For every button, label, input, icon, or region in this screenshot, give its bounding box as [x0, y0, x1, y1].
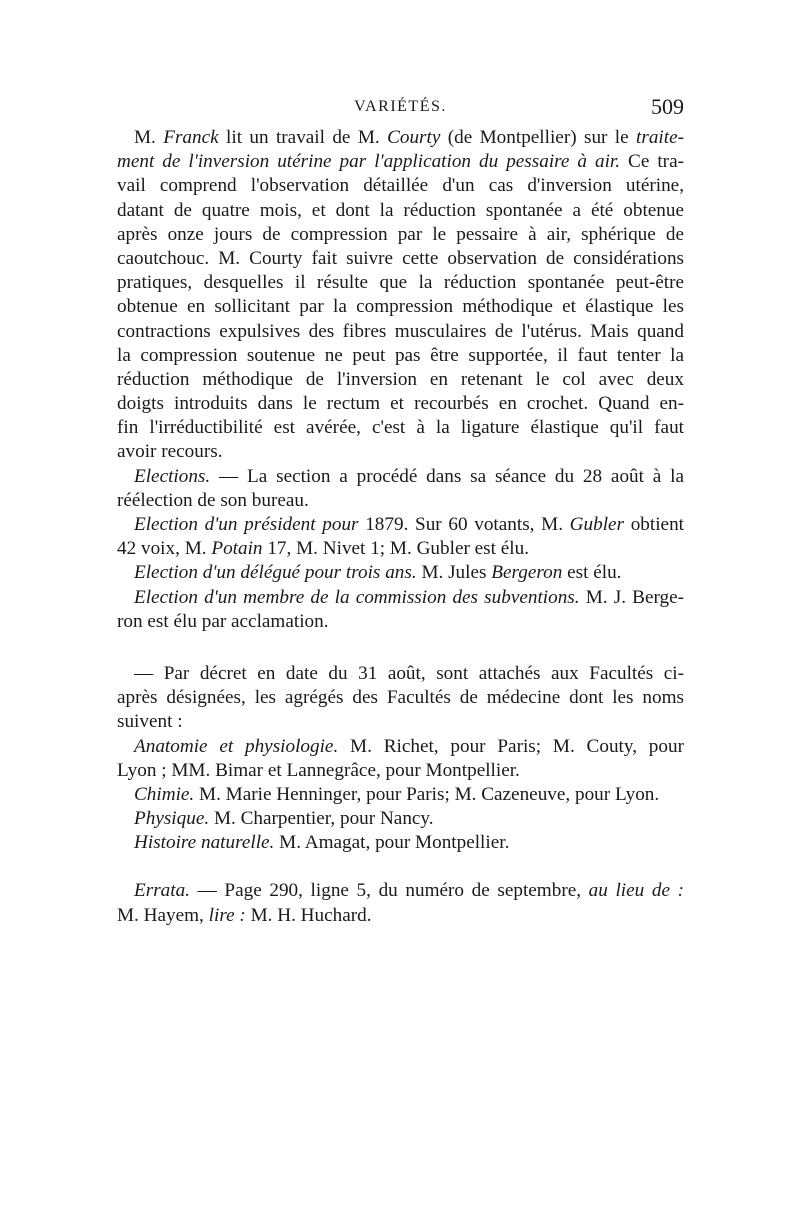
text-line: M. Hayem, lire : M. H. Huchard.	[117, 904, 372, 926]
text-line: — Par décret en date du 31 août, sont attachés aux Facultés ci-	[134, 662, 684, 684]
text-line: M. Franck lit un travail de M. Courty (de Montpellier) sur le traite-	[134, 127, 684, 148]
page-number: 509	[651, 94, 684, 119]
text-line: contractions expulsives des fibres musculaires de l'utérus. Mais quand	[117, 320, 684, 342]
paragraph-gap	[117, 855, 684, 879]
text-line: fin l'irréductibilité est avérée, c'est à la ligature élastique qu'il faut	[117, 417, 684, 439]
running-title: VARIÉTÉS.	[354, 98, 447, 115]
text-line: Election d'un membre de la commission des subventions. M. J. Berge-	[134, 586, 685, 608]
text-line: Anatomie et physiologie. M. Richet, pour Paris; M. Couty, pour	[134, 735, 684, 757]
text-line: vail comprend l'observation détaillée d'un cas d'inversion utérine,	[117, 175, 684, 197]
text-line: pratiques, desquelles il résulte que la réduction spontanée peut-être	[117, 272, 684, 294]
text-line: doigts introduits dans le rectum et recourbés en crochet. Quand en-	[117, 393, 684, 415]
paragraph-franck-report	[117, 126, 684, 465]
text-line: Histoire naturelle. M. Amagat, pour Montpellier.	[134, 832, 510, 854]
body-text	[117, 126, 684, 928]
text-line: obtenue en sollicitant par la compression méthodique et élastique les	[117, 296, 684, 318]
text-line: réélection de son bureau.	[117, 489, 309, 511]
paragraph-gap	[117, 634, 684, 662]
text-line: Election d'un délégué pour trois ans. M. Jules Bergeron est élu.	[134, 562, 622, 584]
text-line: réduction méthodique de l'inversion en retenant le col avec deux	[117, 368, 684, 390]
text-line: Elections. — La section a procédé dans sa séance du 28 août à la	[134, 465, 684, 487]
text-line: après onze jours de compression par le pessaire à air, sphérique de	[117, 223, 684, 245]
paragraph-decree	[117, 662, 684, 856]
text-line: datant de quatre mois, et dont la réduction spontanée a été obtenue	[117, 199, 684, 221]
text-line: après désignées, les agrégés des Facultés de médecine dont les noms	[117, 687, 684, 709]
text-line: Physique. M. Charpentier, pour Nancy.	[134, 808, 434, 830]
text-line: ron est élu par acclamation.	[117, 610, 329, 632]
text-line: 42 voix, M. Potain 17, M. Nivet 1; M. Gubler est élu.	[117, 538, 529, 560]
text-line: ment de l'inversion utérine par l'application du pessaire à air. Ce tra-	[117, 151, 684, 173]
paragraph-elections	[117, 465, 684, 634]
text-line: Chimie. M. Marie Henninger, pour Paris; M. Cazeneuve, pour Lyon.	[134, 783, 660, 805]
text-line: suivent :	[117, 711, 183, 733]
text-line: avoir recours.	[117, 441, 223, 463]
text-line: la compression soutenue ne peut pas être supportée, il faut tenter la	[117, 344, 684, 366]
text-line: Election d'un président pour 1879. Sur 60 votants, M. Gubler obtient	[134, 514, 684, 535]
paragraph-errata	[117, 879, 684, 927]
text-line: Errata. — Page 290, ligne 5, du numéro de septembre, au lieu de :	[134, 880, 685, 902]
text-line: caoutchouc. M. Courty fait suivre cette observation de considérations	[117, 247, 684, 269]
page-header	[117, 94, 684, 120]
text-line: Lyon ; MM. Bimar et Lannegrâce, pour Montpellier.	[117, 759, 520, 781]
